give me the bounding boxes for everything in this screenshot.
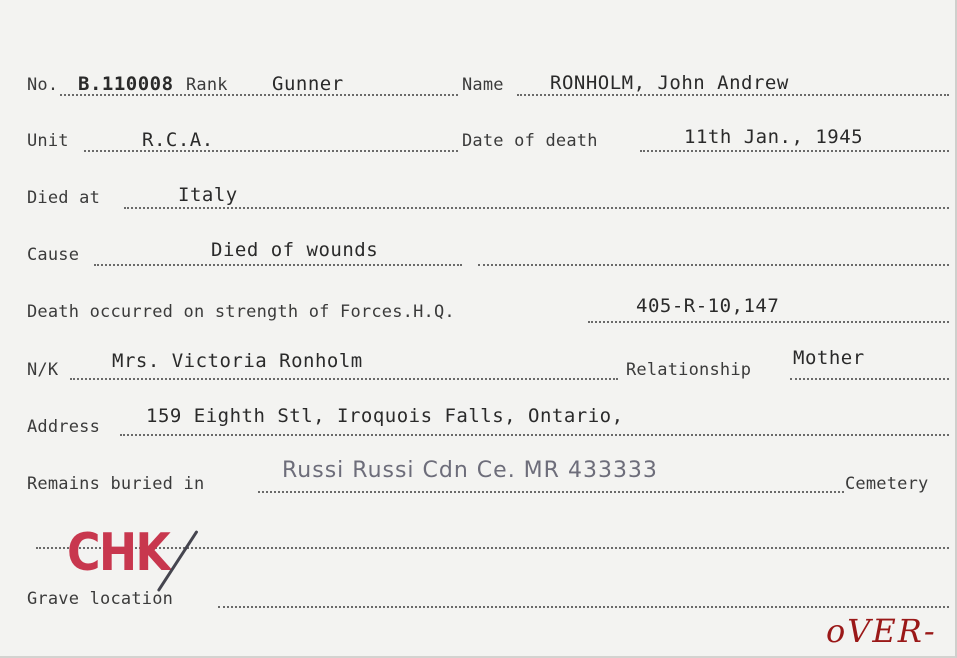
relationship-line <box>790 378 949 380</box>
remains-buried-label: Remains buried in <box>27 474 205 494</box>
name-label: Name <box>462 75 504 95</box>
chk-stamp: CHK <box>67 523 170 583</box>
forces-hq-label: Death occurred on strength of Forces.H.Q. <box>27 302 455 322</box>
rank-value: Gunner <box>272 73 344 95</box>
date-of-death-line <box>640 150 949 152</box>
name-value: RONHOLM, John Andrew <box>550 72 789 94</box>
date-of-death-value: 11th Jan., 1945 <box>684 126 864 148</box>
service-number: B.110008 <box>78 73 174 95</box>
nk-label: N/K <box>27 360 59 380</box>
died-at-value: Italy <box>178 184 238 206</box>
grave-location-line <box>218 606 949 608</box>
forces-hq-value: 405-R-10,147 <box>636 295 780 317</box>
relationship-value: Mother <box>793 347 865 369</box>
relationship-label: Relationship <box>626 360 752 380</box>
address-label: Address <box>27 417 101 437</box>
died-at-label: Died at <box>27 188 101 208</box>
unit-line <box>84 150 458 152</box>
rank-label: Rank <box>186 75 228 95</box>
grave-location-label: Grave location <box>27 589 174 609</box>
no-rank-line <box>60 94 458 96</box>
blank-line <box>36 547 949 549</box>
cause-line <box>94 264 462 266</box>
address-value: 159 Eighth Stl, Iroquois Falls, Ontario, <box>146 405 624 427</box>
nk-line <box>70 378 618 380</box>
cause-value: Died of wounds <box>211 239 379 261</box>
died-at-line <box>124 207 949 209</box>
cause-line-2 <box>478 264 949 266</box>
remains-buried-value: Russi Russi Cdn Ce. MR 433333 <box>282 458 658 483</box>
cause-label: Cause <box>27 245 80 265</box>
unit-value: R.C.A. <box>142 129 214 151</box>
over-note: oVER- <box>826 612 937 650</box>
unit-label: Unit <box>27 131 69 151</box>
address-line <box>120 434 949 436</box>
remains-buried-line <box>258 491 844 493</box>
forces-hq-line <box>588 321 949 323</box>
nk-value: Mrs. Victoria Ronholm <box>112 350 363 372</box>
date-of-death-label: Date of death <box>462 131 598 151</box>
name-line <box>517 94 949 96</box>
no-label: No. <box>27 75 59 95</box>
cemetery-label: Cemetery <box>845 474 929 494</box>
